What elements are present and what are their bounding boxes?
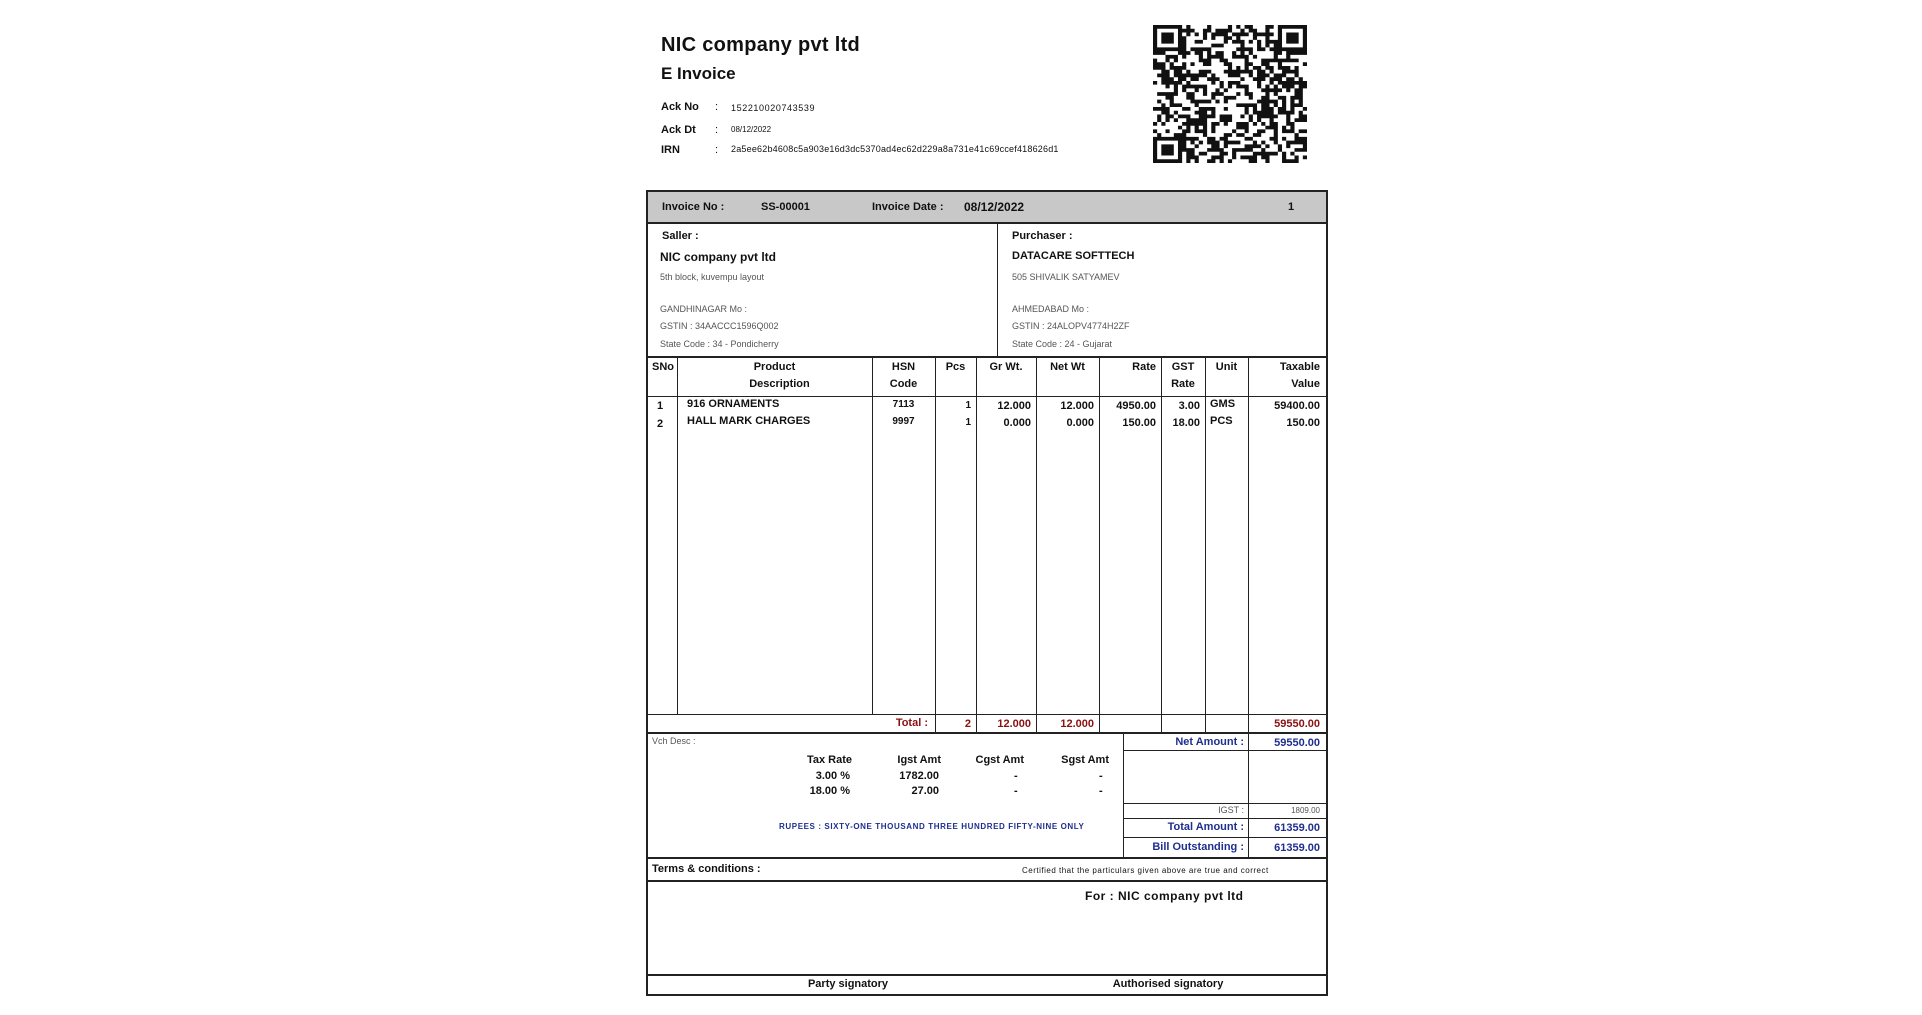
invoice-no-label: Invoice No : — [662, 201, 725, 213]
net-amount-label: Net Amount : — [1175, 736, 1244, 748]
cell-taxable-value: 59400.00 — [1274, 400, 1320, 412]
sgst-amt: - — [1099, 785, 1103, 797]
ack-no-label: Ack No — [661, 101, 699, 113]
total-gr-wt: 12.000 — [997, 718, 1031, 730]
cell-gr-wt: 12.000 — [997, 400, 1031, 412]
party-signatory-label: Party signatory — [807, 978, 889, 990]
ack-dt-value: 08/12/2022 — [731, 125, 772, 134]
seller-state: State Code : 34 - Pondicherry — [660, 339, 779, 349]
cell-hsn: 7113 — [892, 399, 915, 410]
cgst-amt-header: Cgst Amt — [975, 754, 1024, 766]
purchaser-address: 505 SHIVALIK SATYAMEV — [1012, 272, 1120, 282]
sgst-amt-header: Sgst Amt — [1061, 754, 1109, 766]
ack-no-colon: : — [715, 101, 719, 113]
cell-gr-wt: 0.000 — [1003, 417, 1031, 429]
invoice-no: SS-00001 — [761, 201, 810, 213]
cell-rate: 4950.00 — [1116, 400, 1156, 412]
col-header-description: Description — [749, 378, 810, 390]
for-company-label: For : NIC company pvt ltd — [1085, 889, 1244, 903]
col-header-product: Product — [753, 361, 796, 373]
cgst-amt: - — [1014, 785, 1018, 797]
bill-outstanding-label: Bill Outstanding : — [1152, 841, 1244, 853]
tax-rate: 18.00 % — [809, 785, 850, 797]
cell-net-wt: 12.000 — [1060, 400, 1094, 412]
sgst-amt: - — [1099, 770, 1103, 782]
col-header-gst-rate: Rate — [1171, 378, 1195, 390]
seller-label: Saller : — [662, 230, 699, 242]
qr-code-image — [1153, 25, 1307, 163]
total-amount: 61359.00 — [1274, 822, 1320, 834]
igst-amt: 27.00 — [911, 785, 939, 797]
document-type: E Invoice — [661, 64, 736, 83]
ack-dt-label: Ack Dt — [661, 124, 696, 136]
total-pcs: 2 — [964, 718, 971, 730]
igst-value: 1809.00 — [1291, 806, 1320, 815]
cell-sno: 1 — [657, 400, 664, 412]
purchaser-label: Purchaser : — [1012, 230, 1073, 242]
vch-desc-label: Vch Desc : — [652, 736, 696, 746]
cell-description: 916 ORNAMENTS — [687, 398, 780, 410]
cgst-amt: - — [1014, 770, 1018, 782]
ack-no-value: 152210020743539 — [731, 103, 816, 113]
terms-label: Terms & conditions : — [652, 863, 761, 875]
invoice-date-label: Invoice Date : — [872, 201, 944, 213]
cell-gst-rate: 18.00 — [1172, 417, 1200, 429]
col-header-taxable: Taxable — [1279, 361, 1320, 373]
total-amount-label: Total Amount : — [1167, 821, 1244, 833]
irn-label: IRN — [661, 144, 680, 156]
total-taxable-value: 59550.00 — [1274, 718, 1320, 730]
col-header-net-wt: Net Wt — [1050, 361, 1085, 373]
igst-amt: 1782.00 — [899, 770, 939, 782]
cell-net-wt: 0.000 — [1066, 417, 1094, 429]
seller-gstin: GSTIN : 34AACCC1596Q002 — [660, 321, 779, 331]
purchaser-state: State Code : 24 - Gujarat — [1012, 339, 1113, 349]
tax-rate: 3.00 % — [815, 770, 850, 782]
col-header-value: Value — [1291, 378, 1320, 390]
seller-city: GANDHINAGAR Mo : — [660, 304, 748, 314]
purchaser-name: DATACARE SOFTTECH — [1012, 250, 1135, 262]
cell-description: HALL MARK CHARGES — [687, 415, 811, 427]
cell-rate: 150.00 — [1122, 417, 1156, 429]
bill-outstanding: 61359.00 — [1274, 842, 1320, 854]
page-number: 1 — [1288, 201, 1295, 213]
amount-in-words: RUPEES : SIXTY-ONE THOUSAND THREE HUNDRED FIFTY-NINE ONLY — [779, 822, 1085, 831]
tax-rate-header: Tax Rate — [806, 754, 852, 766]
certification-text: Certified that the particulars given above are true and correct — [1022, 866, 1269, 875]
cell-unit: GMS — [1210, 398, 1236, 410]
seller-address: 5th block, kuvempu layout — [660, 272, 765, 282]
col-header-pcs: Pcs — [945, 361, 966, 373]
seller-name: NIC company pvt ltd — [660, 250, 777, 264]
invoice-date: 08/12/2022 — [964, 200, 1025, 214]
authorised-signatory-label: Authorised signatory — [1112, 978, 1224, 990]
cell-unit: PCS — [1210, 415, 1233, 427]
igst-amt-header: Igst Amt — [897, 754, 941, 766]
col-header-code: Code — [889, 378, 918, 390]
igst-label: IGST : — [1218, 805, 1244, 815]
cell-gst-rate: 3.00 — [1178, 400, 1200, 412]
irn-colon: : — [715, 144, 719, 156]
total-net-wt: 12.000 — [1060, 718, 1094, 730]
cell-pcs: 1 — [965, 417, 971, 428]
net-amount: 59550.00 — [1274, 737, 1320, 749]
company-name: NIC company pvt ltd — [661, 34, 861, 56]
col-header-gst: GST — [1171, 361, 1195, 373]
cell-hsn: 9997 — [892, 416, 915, 427]
col-header-unit: Unit — [1215, 361, 1238, 373]
cell-taxable-value: 150.00 — [1286, 417, 1320, 429]
col-header-hsn: HSN — [891, 361, 916, 373]
cell-pcs: 1 — [965, 400, 971, 411]
col-header-rate: Rate — [1132, 361, 1156, 373]
invoice-frame — [646, 190, 1328, 996]
ack-dt-colon: : — [715, 124, 719, 136]
qr-code-modules — [1153, 25, 1307, 163]
col-header-gr-wt: Gr Wt. — [989, 361, 1023, 373]
irn-value: 2a5ee62b4608c5a903e16d3dc5370ad4ec62d229a8a731e41c69ccef418626d1 — [731, 144, 1059, 154]
cell-sno: 2 — [657, 418, 664, 430]
purchaser-city: AHMEDABAD Mo : — [1012, 304, 1090, 314]
purchaser-gstin: GSTIN : 24ALOPV4774H2ZF — [1012, 321, 1130, 331]
total-label: Total : — [895, 717, 928, 729]
col-header-sno: SNo — [652, 361, 674, 373]
